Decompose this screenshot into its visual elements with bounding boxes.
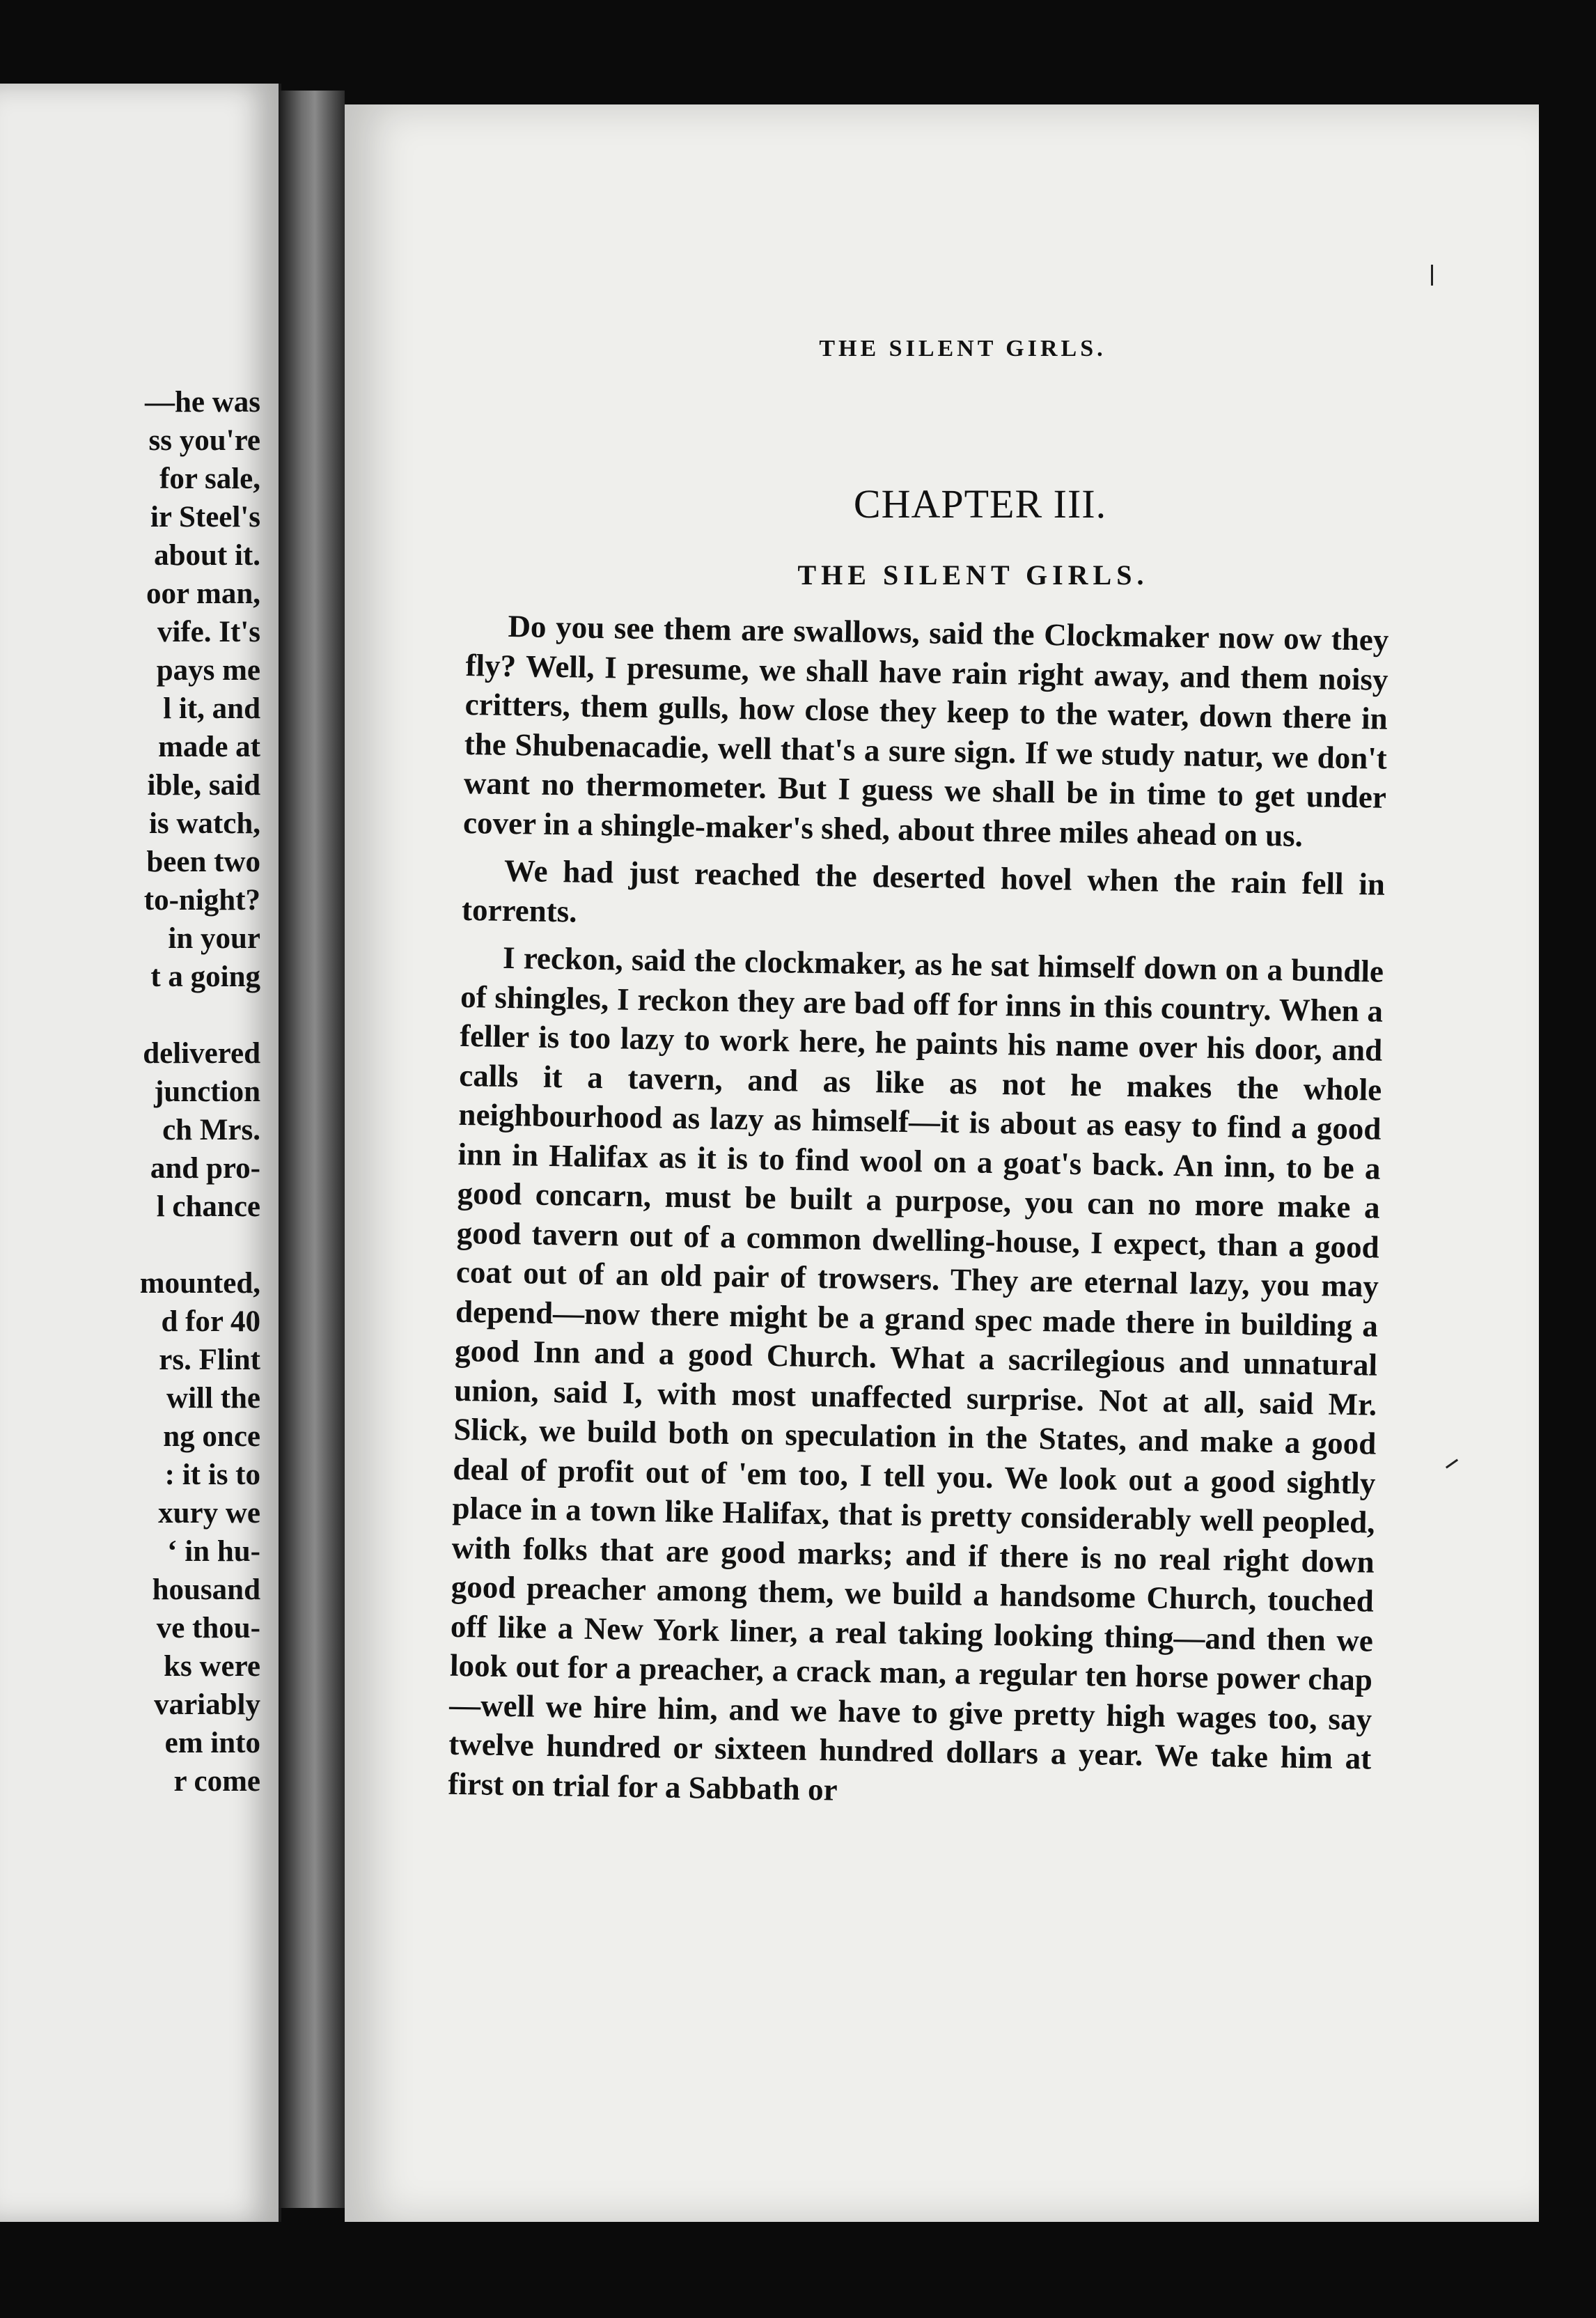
paragraph-3-text: I reckon, said the clockmaker, as he sat himself down on a bundle of shingles, I reckon they are bad off for inns in this country. When a feller is too lazy to work here, he paints his name over his door, and calls it a tavern, and as like as not he makes the whole neighbourhood as lazy as himself—it is about as easy to find a good inn in Halifax as it is to find wool on a goat's back. An inn, to be a good concarn, must be built a purpose, you can no more make a good tavern out of a common dwelling-house, I expect, than a good coat out of an old pair of trowsers. They are eternal lazy, you may depend—now there might be a grand spec made there in building a good Inn and a good Church. What a sacrilegious and unnatural union, said I, with most unaffected surprise. Not at all, said Mr. Slick, we build both on speculation in the States, and make a good deal of profit out of 'em too, I tell you. We look out a good sightly place in a town like Halifax, that is pretty considerably well peopled, with folks that are good marks; and if there is no real right down good preacher among them, we build a handsome Church, touched off like a New York liner, a real taking looking thing—and then we look out for a preacher, a crack man, a regular ten horse power chap—well we hire him, and we have to give pretty high wages too, say twelve hundred or sixteen hundred dollars a year. We take him at first on trial for a Sabbath or — [448, 940, 1384, 1807]
left-page-line: : it is to — [164, 1459, 260, 1491]
left-page-line: been two — [146, 846, 260, 878]
left-page-line: to-night? — [143, 884, 260, 917]
left-page-line: pays me — [156, 654, 260, 687]
left-page-line: mounted, — [139, 1267, 260, 1300]
left-page-line: junction — [154, 1075, 260, 1108]
left-page-line: xury we — [158, 1497, 260, 1530]
left-page-line: ve thou- — [156, 1612, 260, 1644]
left-page-line: ss you're — [148, 424, 260, 457]
left-page-line: and pro- — [150, 1152, 260, 1185]
left-page-line: ks were — [164, 1650, 260, 1683]
left-page-line: variably — [154, 1688, 260, 1721]
left-page-line: delivered — [143, 1037, 260, 1070]
left-page-line: l it, and — [163, 692, 260, 725]
left-page-line: vife. It's — [157, 616, 260, 648]
left-page-line: is watch, — [148, 807, 260, 840]
left-page-line: about it. — [154, 539, 260, 572]
paragraph-2-text: We had just reached the deserted hovel when the rain fell in torrents. — [461, 853, 1386, 929]
left-page-line: made at — [158, 731, 260, 763]
running-head: THE SILENT GIRLS. — [819, 336, 1106, 361]
paragraph-1 — [463, 606, 1389, 857]
left-page-line: ng once — [163, 1420, 260, 1453]
left-page-line: ch Mrs. — [162, 1114, 260, 1146]
left-page-line: will the — [166, 1382, 260, 1415]
paragraph-3 — [448, 938, 1384, 1818]
left-page — [0, 84, 281, 2222]
left-page-line: oor man, — [146, 577, 260, 610]
book-gutter — [279, 91, 345, 2208]
left-page-line: ible, said — [147, 769, 260, 802]
left-page-line: l chance — [156, 1190, 260, 1223]
left-page-line: r come — [173, 1765, 260, 1798]
chapter-title: THE SILENT GIRLS. — [797, 559, 1149, 591]
left-page-line: t a going — [150, 960, 260, 993]
margin-mark — [1446, 1459, 1458, 1469]
left-page-line: for sale, — [159, 462, 260, 495]
paragraph-2 — [462, 850, 1386, 944]
left-page-line: —he was — [144, 386, 260, 419]
paragraph-1-text: Do you see them are swallows, said the Clockmaker now ow they fly? Well, I presume, we shall have rain right away, and them noisy critters, them gulls, how close they keep to the water, down there in the Shubenacadie, well that's a sure sign. If we study natur, we don't want no thermometer. But I guess we shall be in time to get under cover in a shingle-maker's shed, about three miles ahead on us. — [462, 608, 1389, 853]
margin-mark — [1431, 265, 1433, 286]
body-text — [448, 606, 1389, 1818]
left-page-line: ‘ in hu- — [167, 1535, 260, 1568]
right-page — [345, 104, 1539, 2222]
left-page-line: rs. Flint — [159, 1344, 260, 1376]
left-page-line: housand — [152, 1573, 260, 1606]
left-page-line: d for 40 — [161, 1305, 260, 1338]
chapter-number: CHAPTER III. — [853, 481, 1107, 527]
left-page-line: ir Steel's — [150, 501, 260, 534]
left-page-line: in your — [168, 922, 260, 955]
left-page-line: em into — [164, 1727, 260, 1759]
